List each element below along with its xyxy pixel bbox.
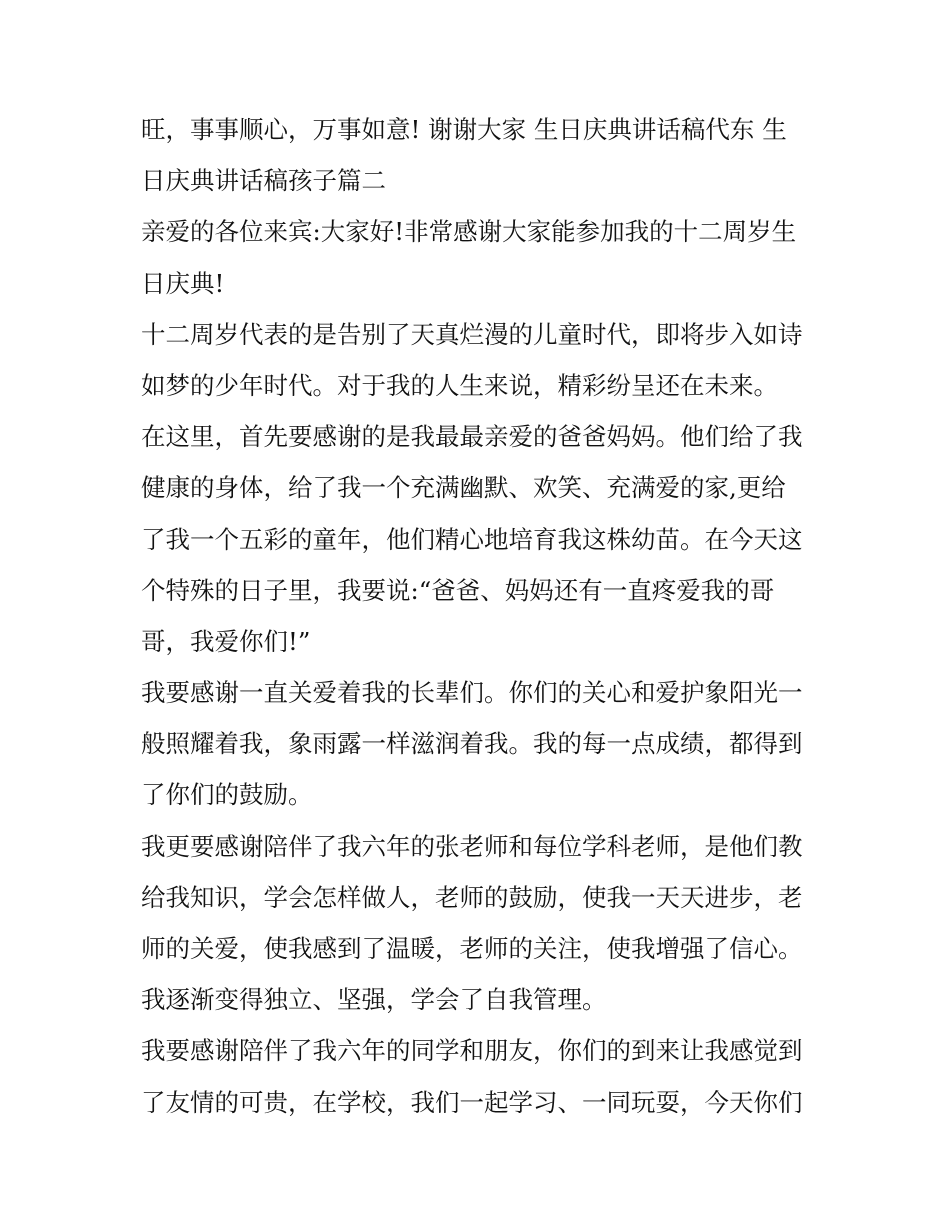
text-line: 日庆典! — [141, 268, 225, 298]
text-line: 日庆典讲话稿孩子篇二 — [141, 166, 386, 196]
text-line: 亲爱的各位来宾:大家好!非常感谢大家能参加我的十二周岁生 — [141, 217, 797, 247]
document-body — [141, 104, 831, 1128]
text-line: 健康的身体，给了我一个充满幽默、欢笑、充满爱的家,更给 — [141, 473, 786, 503]
text-line: 十二周岁代表的是告别了天真烂漫的儿童时代，即将步入如诗 — [141, 319, 803, 349]
text-line: 哥，我爱你们!” — [141, 626, 311, 656]
text-line: 给我知识，学会怎样做人，老师的鼓励，使我一天天进步，老 — [141, 882, 803, 912]
text-line: 我逐渐变得独立、坚强，学会了自我管理。 — [141, 985, 607, 1015]
text-line: 我更要感谢陪伴了我六年的张老师和每位学科老师，是他们教 — [141, 831, 803, 861]
text-line: 我要感谢一直关爱着我的长辈们。你们的关心和爱护象阳光一 — [141, 678, 803, 708]
text-line: 旺，事事顺心，万事如意! 谢谢大家 生日庆典讲话稿代东 生 — [141, 115, 787, 144]
text-line: 了我一个五彩的童年，他们精心地培育我这株幼苗。在今天这 — [141, 524, 803, 554]
text-line: 如梦的少年时代。对于我的人生来说，精彩纷呈还在未来。 — [141, 370, 778, 400]
text-line: 了友情的可贵，在学校，我们一起学习、一同玩耍，今天你们 — [141, 1087, 803, 1117]
text-line: 般照耀着我，象雨露一样滋润着我。我的每一点成绩，都得到 — [141, 729, 803, 759]
text-line: 个特殊的日子里，我要说:“爸爸、妈妈还有一直疼爱我的哥 — [141, 575, 775, 605]
text-line: 师的关爱，使我感到了温暖，老师的关注，使我增强了信心。 — [141, 934, 803, 963]
text-line: 在这里，首先要感谢的是我最最亲爱的爸爸妈妈。他们给了我 — [141, 422, 803, 452]
text-line: 我要感谢陪伴了我六年的同学和朋友，你们的到来让我感觉到 — [141, 1036, 803, 1066]
text-line: 了你们的鼓励。 — [141, 780, 313, 810]
